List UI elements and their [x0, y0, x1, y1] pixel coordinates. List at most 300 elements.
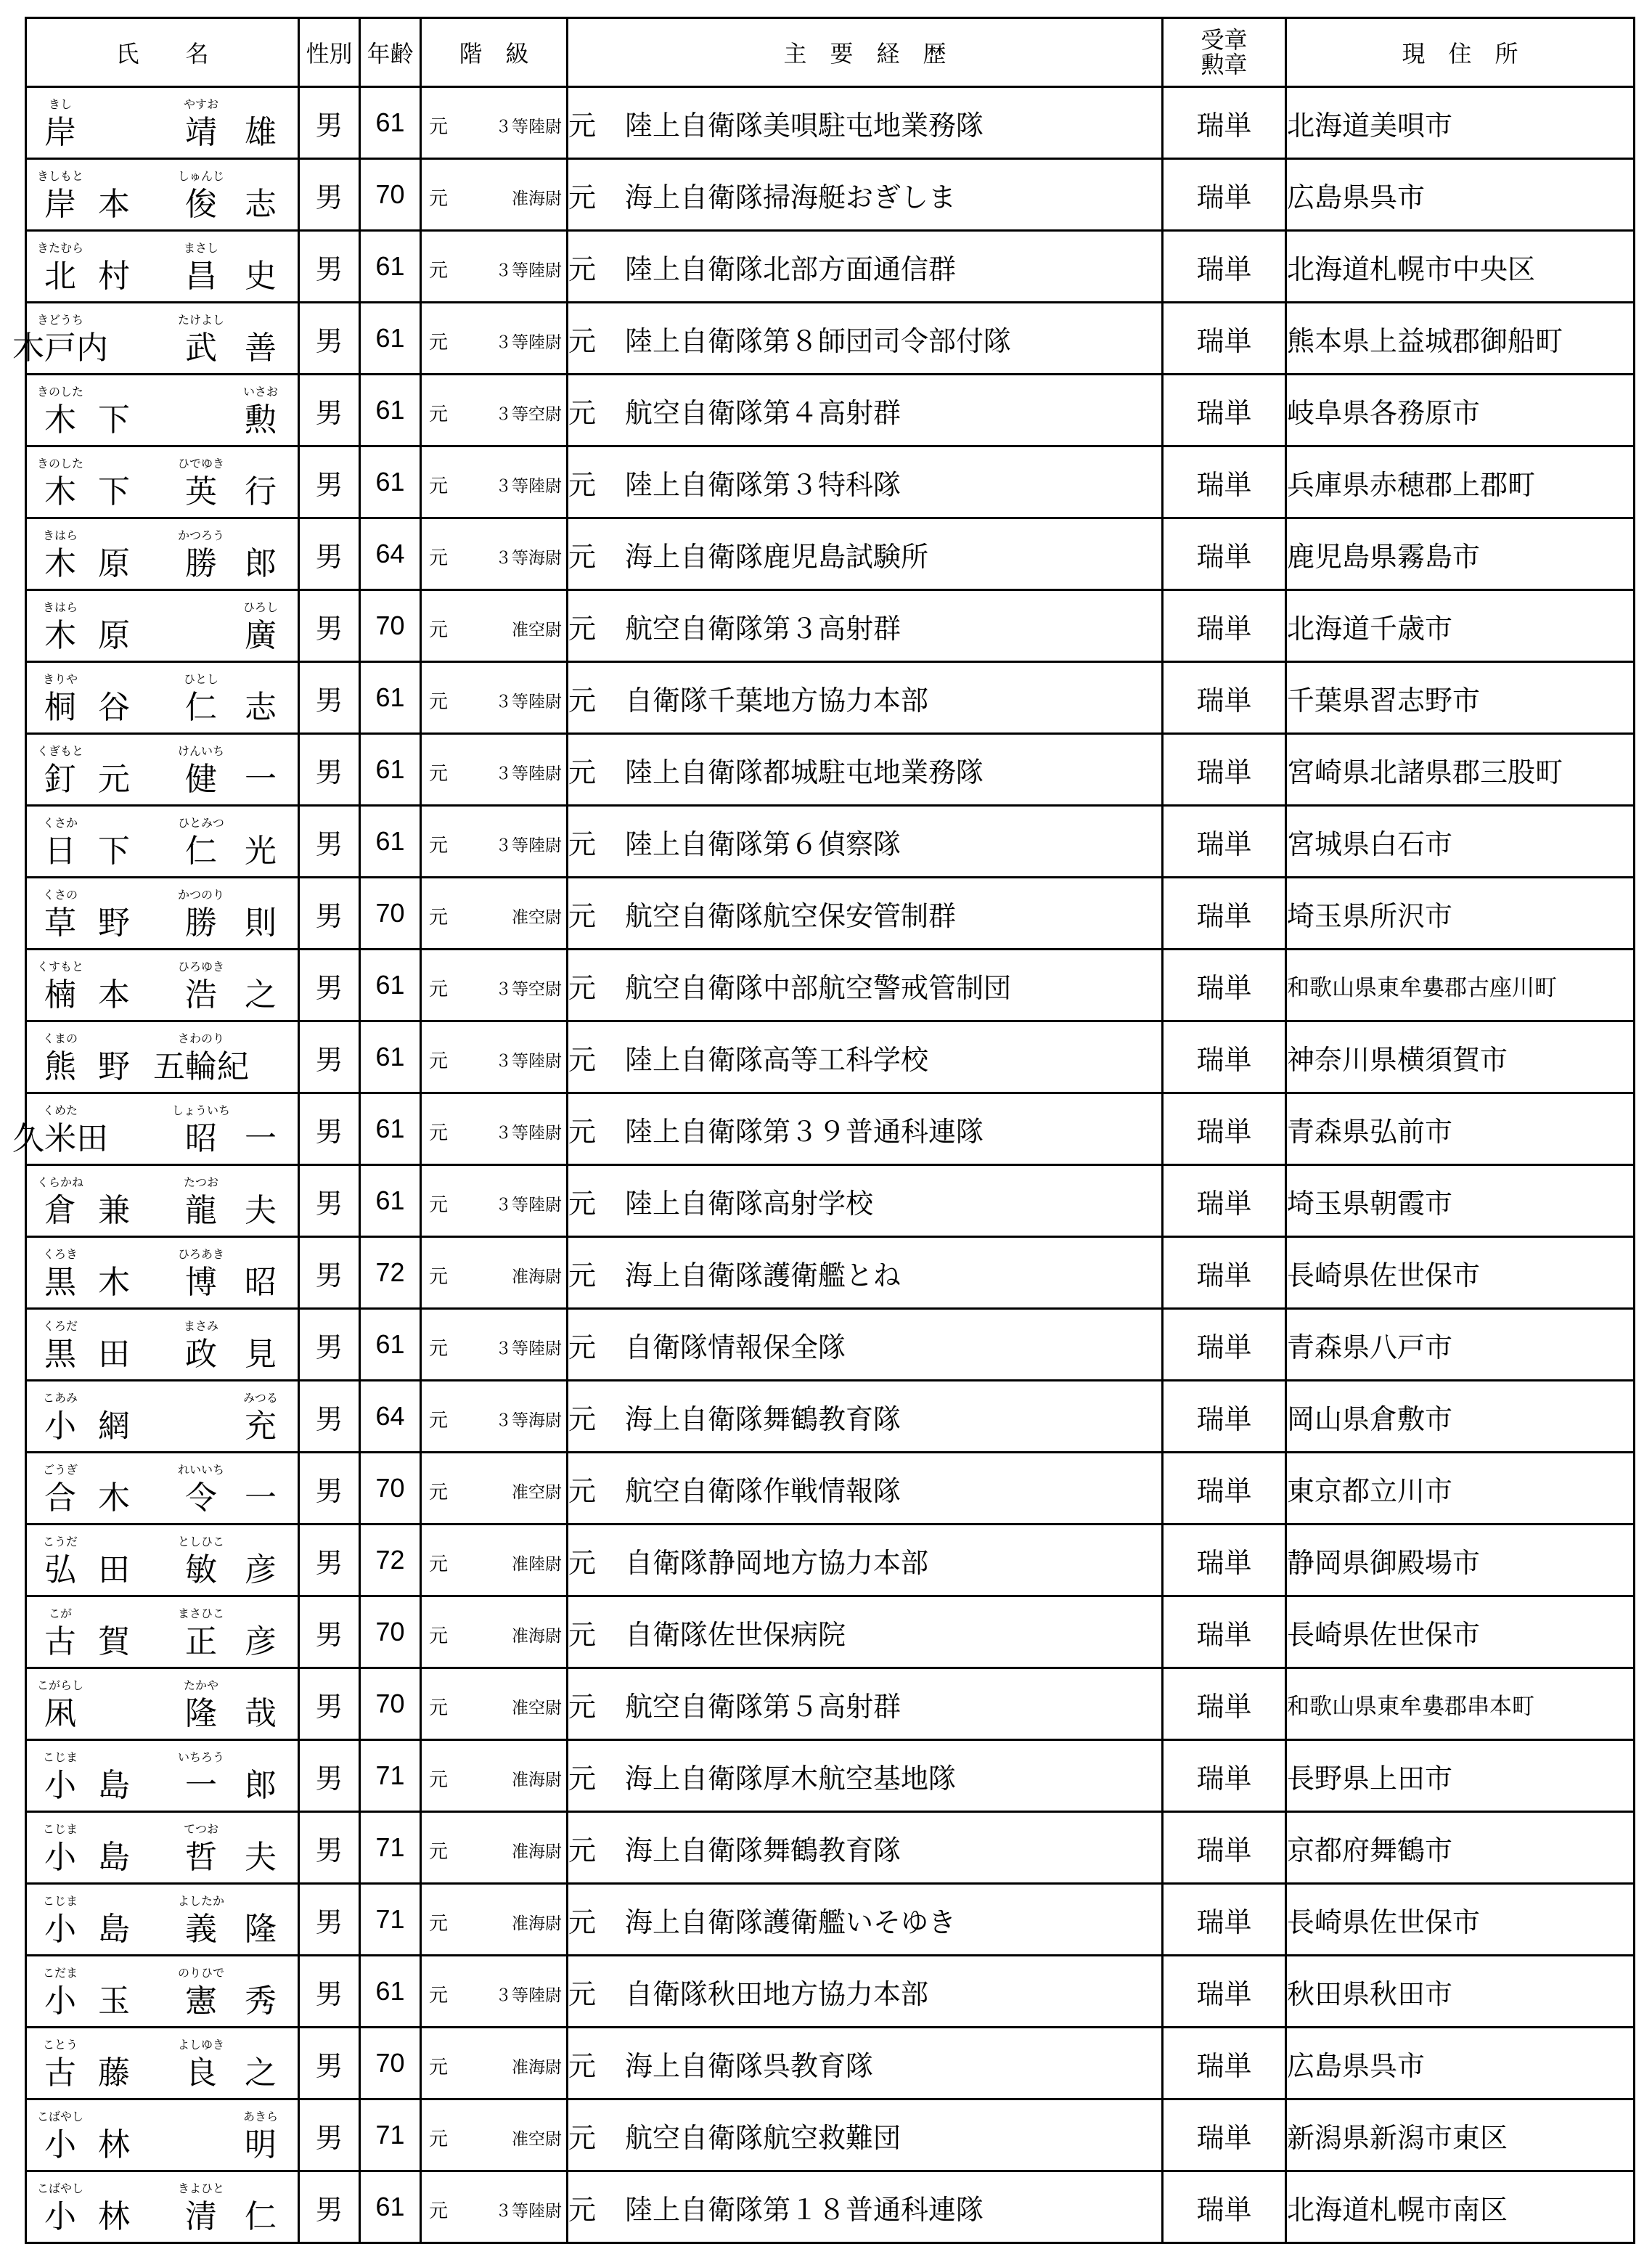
career-prefix: 元 — [568, 1906, 597, 1938]
name-part: 藤 — [98, 2054, 130, 2091]
career-cell — [568, 303, 1163, 375]
age-cell: 71 — [360, 1740, 421, 1812]
furigana-part: こばやし — [36, 2110, 84, 2123]
career-text: 自衛隊秋田地方協力本部 — [625, 1978, 929, 2010]
career-text: 海上自衛隊舞鶴教育隊 — [625, 1403, 901, 1435]
name-part: 島 — [98, 1911, 130, 1948]
name-part: 林 — [98, 2126, 130, 2163]
address-cell: 長野県上田市 — [1286, 1740, 1635, 1812]
name-cell — [26, 1884, 299, 1956]
career-text: 陸上自衛隊第６偵察隊 — [625, 828, 901, 860]
rank-prefix: 元 — [429, 2057, 449, 2078]
name-cell — [26, 1309, 299, 1381]
sex-cell: 男 — [299, 375, 360, 446]
career-cell — [568, 159, 1163, 231]
rank-cell — [421, 806, 568, 878]
furigana-part: のりひで — [177, 1966, 225, 1980]
rank-prefix: 元 — [429, 1625, 449, 1647]
name-part: 志 — [245, 186, 277, 223]
rank-prefix: 元 — [429, 979, 449, 1000]
name-part: 一 — [245, 1120, 277, 1157]
career-text: 海上自衛隊厚木航空基地隊 — [625, 1762, 957, 1795]
furigana-part: しょういち — [171, 1103, 231, 1117]
address-cell: 北海道札幌市南区 — [1286, 2171, 1635, 2243]
table-row — [26, 518, 1635, 590]
rank-value: ３等陸尉 — [495, 1124, 562, 1143]
name-part: 博 — [185, 1264, 217, 1301]
sex-cell: 男 — [299, 1668, 360, 1740]
rank-prefix: 元 — [429, 2129, 449, 2150]
career-text: 海上自衛隊護衛艦いそゆき — [625, 1906, 957, 1938]
address-cell: 広島県呉市 — [1286, 159, 1635, 231]
furigana-part: ひろし — [242, 600, 279, 614]
career-prefix: 元 — [568, 1762, 597, 1795]
name-part: 島 — [98, 1839, 130, 1876]
furigana-part: きりや — [42, 672, 78, 686]
furigana-part: よしたか — [177, 1894, 225, 1908]
career-cell — [568, 2171, 1163, 2243]
furigana-part: こじま — [42, 1822, 78, 1836]
name-part: 熊 — [44, 1048, 76, 1085]
name-part: 黒 — [44, 1336, 76, 1373]
table-row — [26, 1884, 1635, 1956]
age-cell: 70 — [360, 878, 421, 950]
sex-cell: 男 — [299, 806, 360, 878]
career-cell — [568, 1668, 1163, 1740]
name-part: 原 — [98, 545, 130, 582]
rank-prefix: 元 — [429, 1482, 449, 1503]
name-part: 兼 — [98, 1192, 130, 1229]
rank-cell — [421, 1237, 568, 1309]
header-medal-line2: 勲章 — [1201, 51, 1248, 78]
name-part: 北 — [44, 258, 76, 295]
furigana-part: ごうぎ — [42, 1463, 78, 1477]
rank-prefix: 元 — [429, 835, 449, 857]
age-cell: 61 — [360, 1165, 421, 1237]
name-part: 政 — [185, 1336, 217, 1373]
career-text: 海上自衛隊護衛艦とね — [625, 1259, 901, 1291]
age-cell: 61 — [360, 1093, 421, 1165]
rank-value: 准空尉 — [512, 621, 562, 640]
career-cell — [568, 231, 1163, 303]
sex-cell: 男 — [299, 2028, 360, 2099]
rank-value: ３等空尉 — [495, 405, 562, 424]
career-text: 航空自衛隊第４高射群 — [625, 396, 901, 429]
rank-value: ３等陸尉 — [495, 1052, 562, 1071]
address-cell: 岐阜県各務原市 — [1286, 375, 1635, 446]
career-text: 航空自衛隊航空保安管制群 — [625, 899, 957, 932]
address-cell: 長崎県佐世保市 — [1286, 1237, 1635, 1309]
name-part: 靖 — [185, 114, 217, 151]
career-text: 自衛隊佐世保病院 — [625, 1618, 846, 1651]
sex-cell: 男 — [299, 1740, 360, 1812]
age-cell: 71 — [360, 1884, 421, 1956]
name-cell — [26, 1812, 299, 1884]
rank-cell — [421, 590, 568, 662]
name-part: 史 — [245, 258, 277, 295]
name-part: 元 — [98, 761, 130, 798]
table-row — [26, 303, 1635, 375]
sex-cell: 男 — [299, 1237, 360, 1309]
name-part: 明 — [245, 2126, 277, 2163]
rank-cell — [421, 375, 568, 446]
rank-value: ３等陸尉 — [495, 693, 562, 711]
name-part: 木 — [98, 1480, 130, 1517]
career-text: 海上自衛隊鹿児島試験所 — [625, 540, 929, 573]
career-prefix: 元 — [568, 1115, 597, 1148]
rank-value: ３等陸尉 — [495, 333, 562, 352]
table-row — [26, 2171, 1635, 2243]
furigana-part: いちろう — [177, 1750, 225, 1764]
medal-cell: 瑞単 — [1163, 1309, 1286, 1381]
furigana-part: ひろあき — [177, 1247, 225, 1261]
furigana-part: くさの — [42, 888, 78, 902]
rank-prefix: 元 — [429, 2200, 449, 2222]
table-row — [26, 159, 1635, 231]
career-text: 陸上自衛隊第３９普通科連隊 — [625, 1115, 984, 1148]
table-row — [26, 375, 1635, 446]
name-part: 野 — [98, 905, 130, 942]
career-prefix: 元 — [568, 468, 597, 501]
age-cell: 70 — [360, 1596, 421, 1668]
table-row — [26, 734, 1635, 806]
rank-value: 准海尉 — [512, 1771, 562, 1789]
medal-cell: 瑞単 — [1163, 159, 1286, 231]
career-text: 航空自衛隊第５高射群 — [625, 1690, 901, 1723]
furigana-part: あきら — [242, 2110, 279, 2123]
career-text: 陸上自衛隊第３特科隊 — [625, 468, 901, 501]
career-prefix: 元 — [568, 756, 597, 788]
career-prefix: 元 — [568, 1187, 597, 1220]
medal-cell: 瑞単 — [1163, 1668, 1286, 1740]
rank-cell — [421, 662, 568, 734]
career-prefix: 元 — [568, 325, 597, 357]
rank-cell — [421, 878, 568, 950]
medal-cell: 瑞単 — [1163, 2099, 1286, 2171]
career-cell — [568, 518, 1163, 590]
name-part: 之 — [245, 2054, 277, 2091]
furigana-part: くすもと — [36, 960, 84, 974]
career-cell — [568, 446, 1163, 518]
rank-cell — [421, 1309, 568, 1381]
name-part: 一 — [245, 761, 277, 798]
sex-cell: 男 — [299, 2099, 360, 2171]
medal-cell: 瑞単 — [1163, 2028, 1286, 2099]
rank-cell — [421, 1381, 568, 1453]
table-row — [26, 1309, 1635, 1381]
rank-prefix: 元 — [429, 116, 449, 138]
name-cell — [12, 1093, 299, 1165]
name-part: 小 — [44, 1767, 76, 1804]
name-part: 小 — [44, 1408, 76, 1445]
career-cell — [568, 1956, 1163, 2028]
sex-cell: 男 — [299, 1381, 360, 1453]
name-part: 正 — [185, 1623, 217, 1660]
furigana-part: くらかね — [36, 1175, 84, 1189]
name-part: 五輪紀 — [153, 1048, 249, 1085]
name-part: 雄 — [245, 114, 277, 151]
name-cell — [26, 375, 299, 446]
rank-prefix: 元 — [429, 907, 449, 928]
name-part: 木戸内 — [12, 330, 108, 367]
address-cell: 北海道札幌市中央区 — [1286, 231, 1635, 303]
rank-cell — [421, 1453, 568, 1525]
name-part: 勝 — [185, 905, 217, 942]
name-part: 下 — [98, 833, 130, 870]
age-cell: 70 — [360, 1453, 421, 1525]
furigana-part: れいいち — [177, 1463, 225, 1477]
address-cell: 兵庫県赤穂郡上郡町 — [1286, 446, 1635, 518]
rank-cell — [421, 2171, 568, 2243]
career-cell — [568, 1740, 1163, 1812]
career-cell — [568, 1381, 1163, 1453]
name-part: 小 — [44, 1839, 76, 1876]
rank-value: ３等陸尉 — [495, 261, 562, 280]
medal-cell: 瑞単 — [1163, 1812, 1286, 1884]
sex-cell: 男 — [299, 1525, 360, 1596]
sex-cell: 男 — [299, 303, 360, 375]
name-part: 小 — [44, 2198, 76, 2235]
furigana-part: くろだ — [42, 1319, 78, 1333]
name-cell — [26, 1668, 299, 1740]
name-part: 秀 — [245, 1983, 277, 2020]
medal-cell: 瑞単 — [1163, 1381, 1286, 1453]
rank-prefix: 元 — [429, 1050, 449, 1072]
name-part: 木 — [44, 473, 76, 510]
rank-prefix: 元 — [429, 1266, 449, 1288]
name-cell — [26, 1740, 299, 1812]
career-prefix: 元 — [568, 253, 597, 285]
name-part: 英 — [185, 473, 217, 510]
age-cell: 64 — [360, 518, 421, 590]
name-part: 久米田 — [12, 1120, 108, 1157]
career-text: 海上自衛隊掃海艇おぎしま — [625, 181, 957, 213]
name-part: 小 — [44, 2126, 76, 2163]
table-row — [26, 1237, 1635, 1309]
name-part: 清 — [185, 2198, 217, 2235]
career-cell — [568, 734, 1163, 806]
medal-cell: 瑞単 — [1163, 87, 1286, 159]
rank-prefix: 元 — [429, 1697, 449, 1719]
rank-cell — [421, 87, 568, 159]
address-cell: 北海道美唄市 — [1286, 87, 1635, 159]
name-part: 昌 — [185, 258, 217, 295]
address-cell: 青森県弘前市 — [1286, 1093, 1635, 1165]
name-part: 夫 — [245, 1192, 277, 1229]
medal-cell: 瑞単 — [1163, 1021, 1286, 1093]
address-cell: 長崎県佐世保市 — [1286, 1884, 1635, 1956]
career-cell — [568, 1021, 1163, 1093]
career-cell — [568, 1453, 1163, 1525]
address-cell: 広島県呉市 — [1286, 2028, 1635, 2099]
career-text: 海上自衛隊舞鶴教育隊 — [625, 1834, 901, 1866]
name-part: 仁 — [245, 2198, 277, 2235]
address-cell: 静岡県御殿場市 — [1286, 1525, 1635, 1596]
rank-value: ３等陸尉 — [495, 2202, 562, 2221]
name-part: 夫 — [245, 1839, 277, 1876]
career-prefix: 元 — [568, 540, 597, 573]
name-part: 岸 — [44, 114, 76, 151]
name-part: 勝 — [185, 545, 217, 582]
age-cell: 61 — [360, 1021, 421, 1093]
age-cell: 61 — [360, 950, 421, 1021]
address-cell: 新潟県新潟市東区 — [1286, 2099, 1635, 2171]
sex-cell: 男 — [299, 159, 360, 231]
address-cell: 宮城県白石市 — [1286, 806, 1635, 878]
table-row — [26, 662, 1635, 734]
rank-cell — [421, 518, 568, 590]
age-cell: 61 — [360, 734, 421, 806]
name-part: 黒 — [44, 1264, 76, 1301]
medal-cell: 瑞単 — [1163, 590, 1286, 662]
rank-prefix: 元 — [429, 1122, 449, 1144]
furigana-part: まさし — [183, 241, 219, 255]
career-prefix: 元 — [568, 1690, 597, 1723]
furigana-part: きのした — [36, 457, 84, 470]
age-cell: 61 — [360, 662, 421, 734]
rank-prefix: 元 — [429, 547, 449, 569]
name-part: 郎 — [245, 545, 277, 582]
furigana-part: ひでゆき — [177, 457, 225, 470]
rank-cell — [421, 159, 568, 231]
age-cell: 64 — [360, 1381, 421, 1453]
career-prefix: 元 — [568, 1403, 597, 1435]
rank-cell — [421, 950, 568, 1021]
name-part: 憲 — [185, 1983, 217, 2020]
rank-value: ３等陸尉 — [495, 764, 562, 783]
furigana-part: こが — [48, 1607, 73, 1620]
rank-prefix: 元 — [429, 404, 449, 425]
career-text: 自衛隊千葉地方協力本部 — [625, 684, 929, 717]
name-cell — [26, 2099, 299, 2171]
name-part: 志 — [245, 689, 277, 726]
furigana-part: たけよし — [177, 313, 225, 327]
rank-prefix: 元 — [429, 763, 449, 785]
name-part: 敏 — [185, 1551, 217, 1588]
career-prefix: 元 — [568, 1259, 597, 1291]
age-cell: 70 — [360, 590, 421, 662]
furigana-part: きしもと — [36, 169, 84, 183]
career-text: 自衛隊静岡地方協力本部 — [625, 1546, 929, 1579]
medal-cell: 瑞単 — [1163, 662, 1286, 734]
name-part: 原 — [98, 617, 130, 654]
medal-cell: 瑞単 — [1163, 1453, 1286, 1525]
furigana-part: きし — [48, 97, 73, 111]
rank-prefix: 元 — [429, 188, 449, 210]
name-part: 之 — [245, 976, 277, 1013]
career-text: 海上自衛隊呉教育隊 — [625, 2049, 874, 2082]
sex-cell: 男 — [299, 1956, 360, 2028]
rank-cell — [421, 1812, 568, 1884]
rank-value: 准海尉 — [512, 189, 562, 208]
career-cell — [568, 662, 1163, 734]
rank-cell — [421, 1668, 568, 1740]
furigana-part: ひとし — [183, 672, 219, 686]
rank-cell — [421, 1525, 568, 1596]
rank-prefix: 元 — [429, 1554, 449, 1575]
rank-cell — [421, 2099, 568, 2171]
rank-value: ３等陸尉 — [495, 1339, 562, 1358]
name-cell — [26, 662, 299, 734]
name-part: 凩 — [44, 1695, 76, 1732]
sex-cell: 男 — [299, 2171, 360, 2243]
name-part: 島 — [98, 1767, 130, 1804]
name-cell — [26, 878, 299, 950]
name-part: 一 — [245, 1480, 277, 1517]
rank-value: 准陸尉 — [512, 1555, 562, 1574]
address-cell: 宮崎県北諸県郡三股町 — [1286, 734, 1635, 806]
career-prefix: 元 — [568, 2193, 597, 2226]
table-row — [26, 231, 1635, 303]
rank-value: 准空尉 — [512, 1699, 562, 1718]
name-part: 義 — [185, 1911, 217, 1948]
age-cell: 71 — [360, 1812, 421, 1884]
rank-value: 准海尉 — [512, 2058, 562, 2077]
medal-cell: 瑞単 — [1163, 806, 1286, 878]
name-part: 賀 — [98, 1623, 130, 1660]
career-cell — [568, 375, 1163, 446]
header-medal — [1163, 18, 1286, 87]
name-part: 仁 — [185, 833, 217, 870]
sex-cell: 男 — [299, 1021, 360, 1093]
furigana-part: かつろう — [177, 528, 225, 542]
name-part: 木 — [98, 1264, 130, 1301]
rank-value: 准海尉 — [512, 1268, 562, 1286]
furigana-part: いさお — [242, 385, 279, 399]
address-cell: 埼玉県所沢市 — [1286, 878, 1635, 950]
rank-cell — [421, 2028, 568, 2099]
rank-prefix: 元 — [429, 1985, 449, 2007]
name-part: 村 — [98, 258, 130, 295]
name-part: 仁 — [185, 689, 217, 726]
name-part: 行 — [245, 473, 277, 510]
address-cell: 和歌山県東牟婁郡串本町 — [1286, 1668, 1635, 1740]
sex-cell: 男 — [299, 1453, 360, 1525]
name-part: 木 — [44, 545, 76, 582]
career-cell — [568, 1812, 1163, 1884]
furigana-part: てつお — [183, 1822, 219, 1836]
name-part: 田 — [98, 1551, 130, 1588]
career-prefix: 元 — [568, 1043, 597, 1076]
name-part: 本 — [98, 186, 130, 223]
furigana-part: よしゆき — [177, 2038, 225, 2052]
medal-cell: 瑞単 — [1163, 1525, 1286, 1596]
name-part: 網 — [98, 1408, 130, 1445]
name-part: 彦 — [245, 1551, 277, 1588]
rank-prefix: 元 — [429, 1769, 449, 1791]
name-part: 小 — [44, 1911, 76, 1948]
table-row — [26, 446, 1635, 518]
career-prefix: 元 — [568, 828, 597, 860]
name-cell — [26, 1596, 299, 1668]
sex-cell: 男 — [299, 87, 360, 159]
rank-cell — [421, 1884, 568, 1956]
furigana-part: こうだ — [42, 1535, 78, 1548]
career-cell — [568, 1309, 1163, 1381]
name-part: 光 — [245, 833, 277, 870]
furigana-part: くさか — [42, 816, 78, 830]
career-text: 陸上自衛隊美唄駐屯地業務隊 — [625, 109, 984, 142]
header-name: 氏 名 — [26, 18, 299, 87]
age-cell: 61 — [360, 375, 421, 446]
header-age: 年齢 — [360, 18, 421, 87]
career-cell — [568, 950, 1163, 1021]
rank-value: 准海尉 — [512, 1842, 562, 1861]
age-cell: 61 — [360, 303, 421, 375]
name-part: 健 — [185, 761, 217, 798]
name-cell — [26, 950, 299, 1021]
career-cell — [568, 2028, 1163, 2099]
